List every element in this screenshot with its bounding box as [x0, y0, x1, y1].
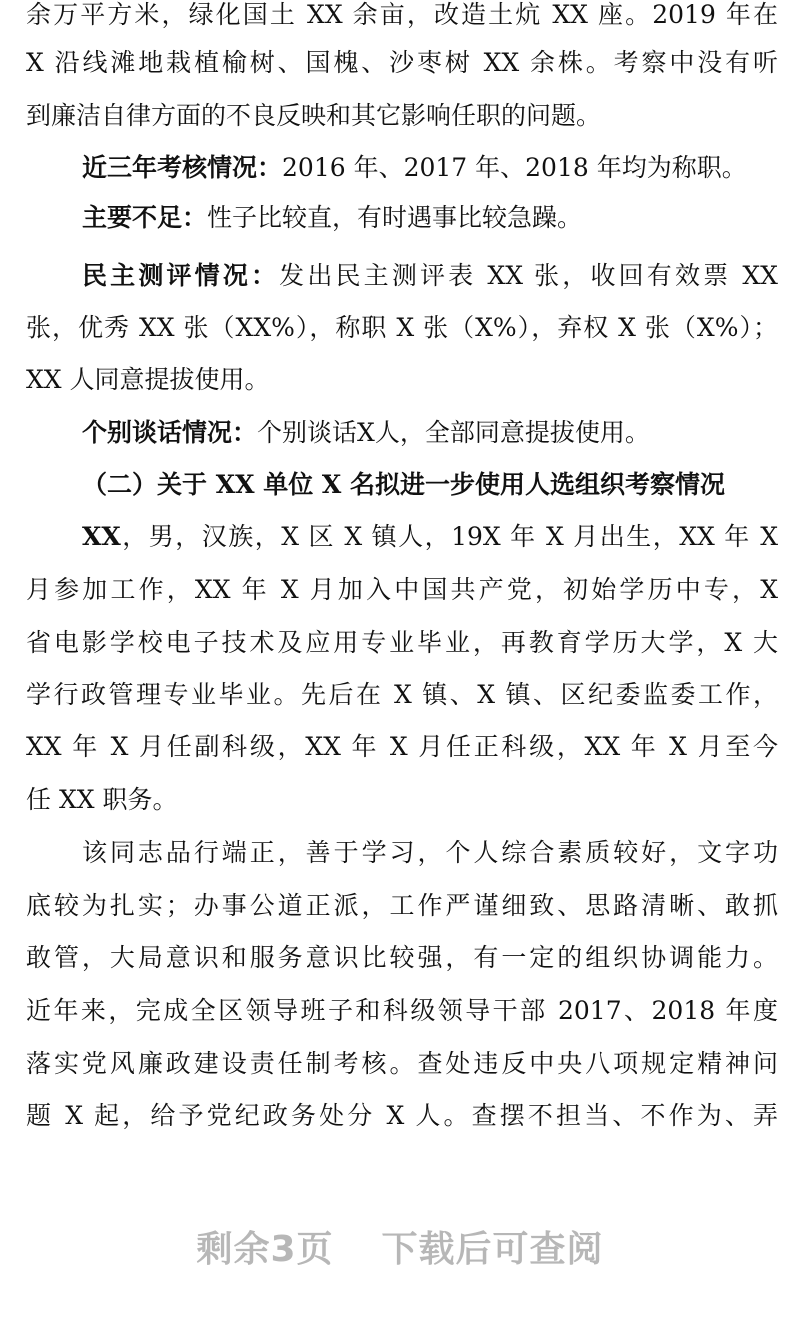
paragraph-line: 底较为扎实；办事公道正派，工作严谨细致、思路清晰、敢抓	[26, 891, 778, 920]
shortcoming-paragraph	[82, 203, 778, 233]
interview-text: 个别谈话X人，全部同意提拔使用。	[257, 418, 650, 447]
shortcoming-text: 性子比较直，有时遇事比较急躁。	[207, 203, 583, 232]
evaluation-text: 发出民主测评表 XX 张，收回有效票 XX	[279, 261, 778, 290]
paragraph-line: 余万平方米，绿化国土 XX 余亩，改造土炕 XX 座。2019 年在	[26, 0, 778, 29]
interview-label: 个别谈话情况：	[82, 418, 258, 447]
paragraph-line: 敢管，大局意识和服务意识比较强，有一定的组织协调能力。	[26, 943, 778, 972]
download-prompt[interactable]	[0, 1228, 800, 1272]
evaluation-label: 民主测评情况：	[82, 261, 280, 290]
paragraph-line: 月参加工作，XX 年 X 月加入中国共产党，初始学历中专，X	[26, 575, 778, 604]
paragraph-line: 学行政管理专业毕业。先后在 X 镇、X 镇、区纪委监委工作，	[26, 680, 778, 709]
paragraph-line: 省电影学校电子技术及应用专业毕业，再教育学历大学，X 大	[26, 628, 778, 657]
paragraph-line: XX 人同意提拔使用。	[26, 365, 270, 394]
paragraph-line: 落实党风廉政建设责任制考核。查处违反中央八项规定精神问	[26, 1049, 778, 1078]
candidate-name: XX	[82, 522, 121, 551]
paragraph-line: 题 X 起，给予党纪政务处分 X 人。查摆不担当、不作为、弄	[26, 1101, 778, 1130]
shortcoming-label: 主要不足：	[82, 203, 208, 232]
profile-text: ，男，汉族，X 区 X 镇人，19X 年 X 月出生，XX 年 X	[120, 522, 778, 551]
evaluation-paragraph	[82, 261, 778, 291]
paragraph-line: X 沿线滩地栽植榆树、国槐、沙枣树 XX 余株。考察中没有听	[26, 48, 778, 77]
assessment-label: 近三年考核情况：	[82, 153, 283, 182]
interview-paragraph	[82, 418, 778, 448]
paragraph-line: XX 年 X 月任副科级，XX 年 X 月任正科级，XX 年 X 月至今	[26, 732, 778, 761]
paragraph-line: 该同志品行端正，善于学习，个人综合素质较好，文字功	[82, 838, 778, 867]
download-to-view-text: 下载后可查阅	[381, 1229, 604, 1270]
assessment-text: 2016 年、2017 年、2018 年均为称职。	[282, 153, 747, 182]
remaining-pages-text: 剩余3页	[196, 1229, 334, 1270]
profile-paragraph	[82, 522, 778, 552]
assessment-paragraph	[82, 153, 778, 183]
section-heading: （二）关于 XX 单位 X 名拟进一步使用人选组织考察情况	[82, 470, 726, 499]
paragraph-line: 任 XX 职务。	[26, 785, 178, 814]
paragraph-line: 近年来，完成全区领导班子和科级领导干部 2017、2018 年度	[26, 996, 778, 1025]
paragraph-line: 到廉洁自律方面的不良反映和其它影响任职的问题。	[26, 101, 602, 130]
paragraph-line: 张，优秀 XX 张（XX%），称职 X 张（X%），弃权 X 张（X%）；	[26, 313, 778, 342]
